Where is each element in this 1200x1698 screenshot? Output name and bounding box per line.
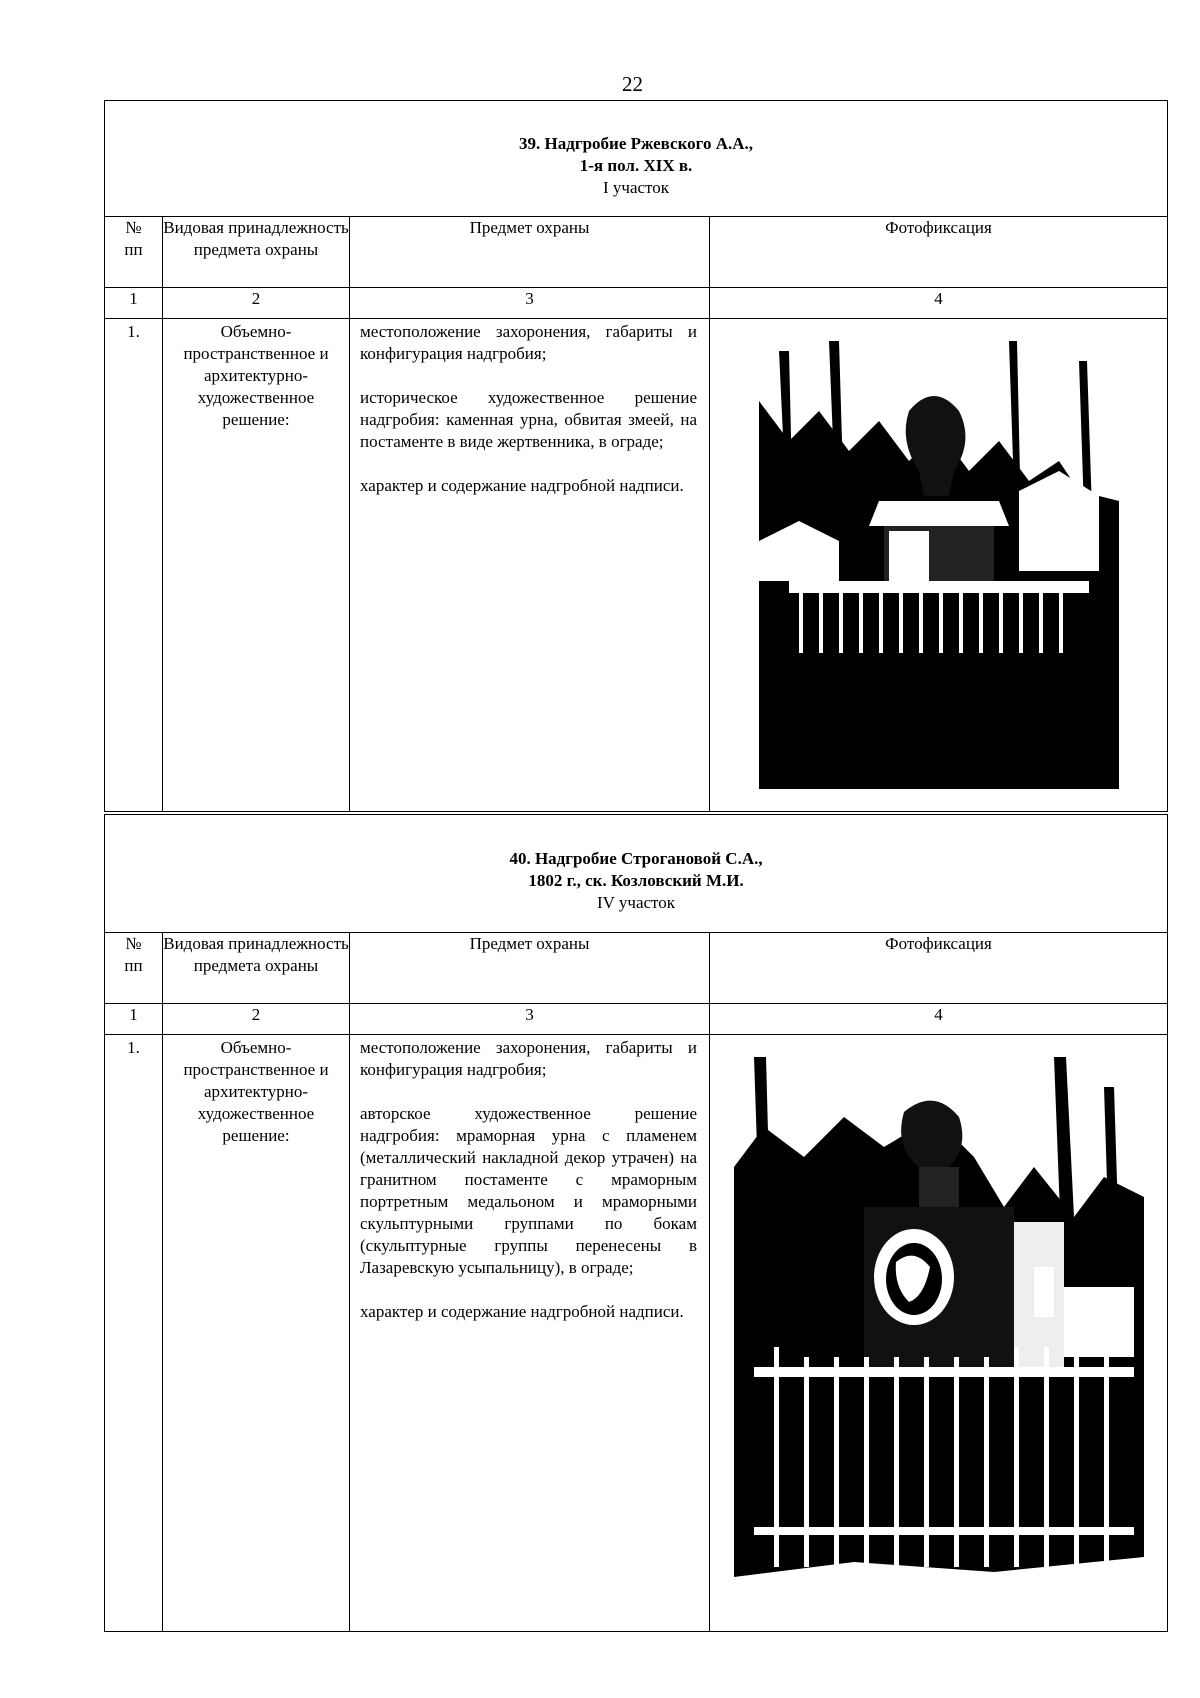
column-number: 2 bbox=[163, 288, 350, 319]
row-number: 1. bbox=[105, 1035, 163, 1632]
photo-cell bbox=[710, 1035, 1168, 1632]
monument-date: 1802 г., ск. Козловский М.И. bbox=[528, 870, 744, 890]
monument-date: 1-я пол. XIX в. bbox=[579, 155, 693, 175]
photo-cell bbox=[710, 319, 1168, 812]
page-number: 22 bbox=[622, 72, 643, 96]
subject-paragraph: авторское художественное решение надгробия: мраморная урна с пламенем (металлический накладной декор утрачен) на гранитном постаменте с мраморным портретным медальоном и мраморными скульптурными группами по бокам (скульптурные группы перенесены в Лазаревскую усыпальницу), в ограде; bbox=[360, 1104, 697, 1277]
header-no: № пп bbox=[105, 933, 163, 1004]
column-number: 3 bbox=[350, 288, 710, 319]
header-subject: Предмет охраны bbox=[350, 933, 710, 1004]
protection-subject bbox=[350, 319, 710, 812]
subject-paragraph: местоположение захоронения, габариты и конфигурация надгробия; bbox=[360, 1038, 697, 1079]
monument-section: I участок bbox=[603, 177, 670, 197]
protection-type: Объемно-пространственное и архитектурно-художественное решение: bbox=[163, 1035, 350, 1632]
column-number: 2 bbox=[163, 1004, 350, 1035]
header-type: Видовая принадлежность предмета охраны bbox=[163, 933, 350, 1004]
header-subject: Предмет охраны bbox=[350, 217, 710, 288]
column-number: 1 bbox=[105, 288, 163, 319]
monument-title: 39. Надгробие Ржевского А.А., bbox=[519, 133, 754, 153]
column-number: 3 bbox=[350, 1004, 710, 1035]
monument-title: 40. Надгробие Строгановой С.А., bbox=[509, 848, 763, 868]
subject-paragraph: историческое художественное решение надгробия: каменная урна, обвитая змеей, на постаменте в виде жертвенника, в ограде; bbox=[360, 388, 697, 451]
subject-paragraph: местоположение захоронения, габариты и конфигурация надгробия; bbox=[360, 322, 697, 363]
monument-title-block bbox=[105, 815, 1168, 933]
header-photo: Фотофиксация bbox=[710, 217, 1168, 288]
header-photo: Фотофиксация bbox=[710, 933, 1168, 1004]
tombstone-photo bbox=[734, 1057, 1144, 1602]
tombstone-photo bbox=[759, 341, 1119, 789]
monument-section: IV участок bbox=[597, 892, 676, 912]
subject-paragraph: характер и содержание надгробной надписи. bbox=[360, 476, 684, 495]
subject-paragraph: характер и содержание надгробной надписи. bbox=[360, 1302, 684, 1321]
row-number: 1. bbox=[105, 319, 163, 812]
column-number: 4 bbox=[710, 1004, 1168, 1035]
column-number: 4 bbox=[710, 288, 1168, 319]
protection-subject bbox=[350, 1035, 710, 1632]
column-number: 1 bbox=[105, 1004, 163, 1035]
protection-type: Объемно-пространственное и архитектурно-художественное решение: bbox=[163, 319, 350, 812]
monument-table-40 bbox=[104, 814, 1168, 1632]
header-no: № пп bbox=[105, 217, 163, 288]
monument-table-39 bbox=[104, 100, 1168, 812]
monument-title-block bbox=[105, 101, 1168, 217]
header-type: Видовая принадлежность предмета охраны bbox=[163, 217, 350, 288]
